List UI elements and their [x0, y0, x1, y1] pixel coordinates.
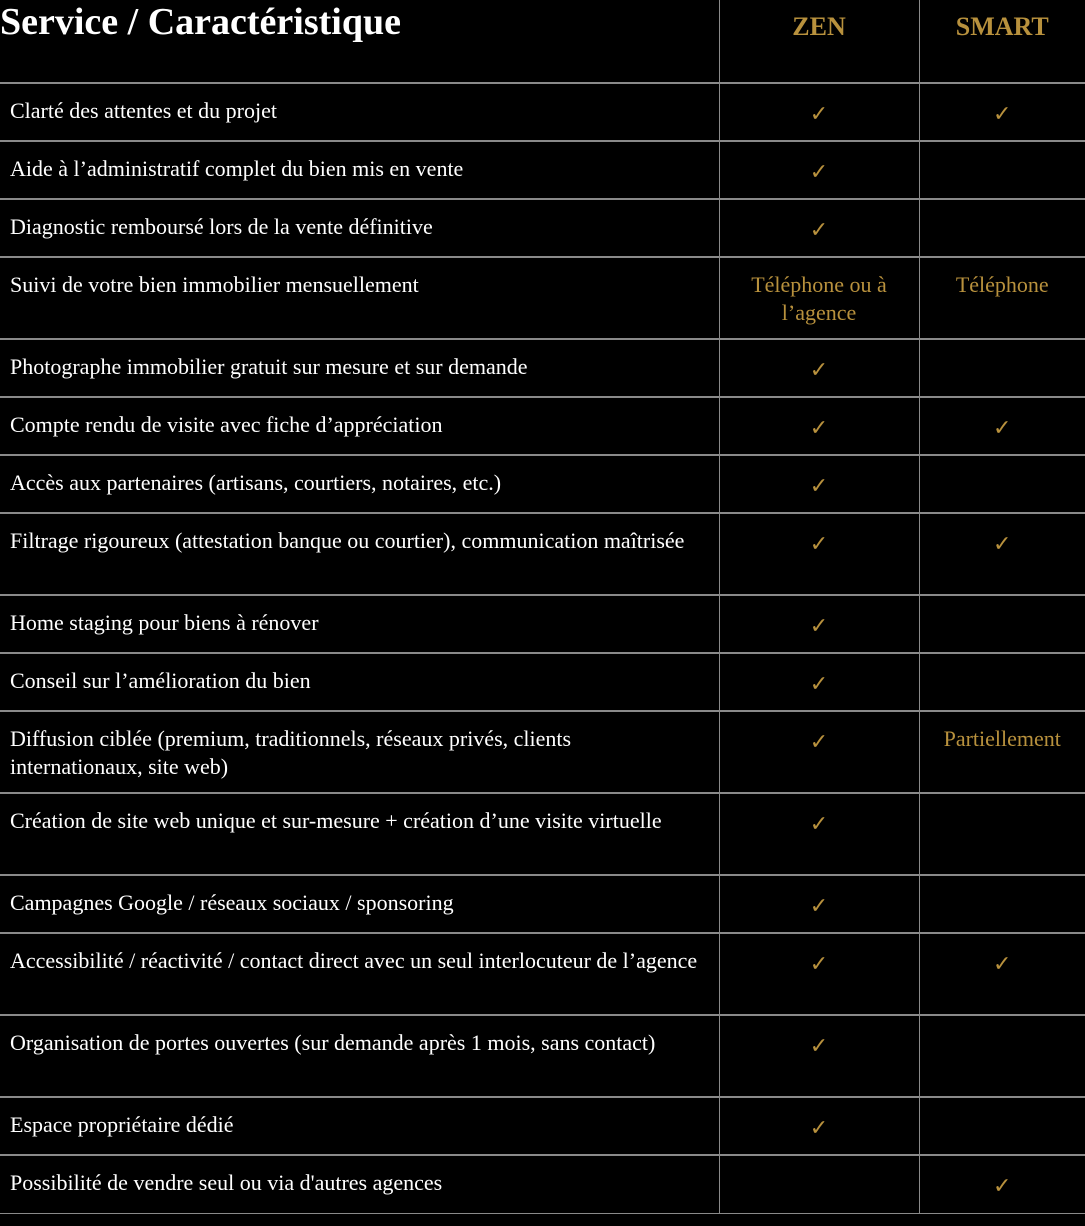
zen-cell	[719, 339, 919, 397]
service-label: Accès aux partenaires (artisans, courtiers, notaires, etc.)	[0, 455, 719, 513]
table-row	[0, 653, 1085, 711]
table-row	[0, 339, 1085, 397]
zen-cell	[719, 83, 919, 141]
table-row	[0, 711, 1085, 793]
zen-cell	[719, 1015, 919, 1097]
service-label: Possibilité de vendre seul ou via d'autres agences	[0, 1155, 719, 1213]
table-row	[0, 1097, 1085, 1155]
header-smart: SMART	[919, 0, 1085, 83]
smart-cell	[919, 513, 1085, 595]
table-row	[0, 513, 1085, 595]
check-icon: ✓	[809, 218, 829, 243]
service-label: Diagnostic remboursé lors de la vente définitive	[0, 199, 719, 257]
service-label: Aide à l’administratif complet du bien mis en vente	[0, 141, 719, 199]
check-icon: ✓	[809, 474, 829, 499]
table-row	[0, 397, 1085, 455]
zen-cell	[719, 1155, 919, 1213]
smart-cell	[919, 875, 1085, 933]
check-icon: ✓	[809, 1116, 829, 1141]
check-icon: ✓	[809, 358, 829, 383]
check-icon: ✓	[809, 952, 829, 977]
check-icon: ✓	[809, 894, 829, 919]
header-zen: ZEN	[719, 0, 919, 83]
table-row	[0, 199, 1085, 257]
table-row	[0, 1015, 1085, 1097]
smart-cell	[919, 595, 1085, 653]
service-label: Campagnes Google / réseaux sociaux / sponsoring	[0, 875, 719, 933]
check-icon: ✓	[809, 614, 829, 639]
check-icon: ✓	[809, 730, 829, 755]
table-row	[0, 595, 1085, 653]
zen-cell	[719, 141, 919, 199]
header-row	[0, 0, 1085, 83]
check-icon: ✓	[809, 160, 829, 185]
service-label: Espace propriétaire dédié	[0, 1097, 719, 1155]
zen-cell: Téléphone ou à l’agence	[719, 257, 919, 339]
smart-cell: Partiellement	[919, 711, 1085, 793]
service-label: Home staging pour biens à rénover	[0, 595, 719, 653]
smart-cell	[919, 397, 1085, 455]
check-icon: ✓	[809, 416, 829, 441]
service-label: Conseil sur l’amélioration du bien	[0, 653, 719, 711]
check-icon: ✓	[809, 102, 829, 127]
service-label: Compte rendu de visite avec fiche d’appréciation	[0, 397, 719, 455]
zen-cell	[719, 199, 919, 257]
check-icon: ✓	[993, 532, 1012, 557]
zen-cell	[719, 1097, 919, 1155]
table-row	[0, 257, 1085, 339]
smart-cell	[919, 83, 1085, 141]
table-row	[0, 933, 1085, 1015]
zen-cell	[719, 711, 919, 793]
smart-cell	[919, 141, 1085, 199]
service-label: Organisation de portes ouvertes (sur demande après 1 mois, sans contact)	[0, 1015, 719, 1097]
smart-cell	[919, 339, 1085, 397]
smart-cell	[919, 199, 1085, 257]
service-label: Photographe immobilier gratuit sur mesure et sur demande	[0, 339, 719, 397]
zen-cell	[719, 793, 919, 875]
table-row	[0, 455, 1085, 513]
check-icon: ✓	[809, 812, 829, 837]
table-row	[0, 141, 1085, 199]
zen-cell	[719, 595, 919, 653]
check-icon: ✓	[809, 532, 829, 557]
service-label: Création de site web unique et sur-mesure + création d’une visite virtuelle	[0, 793, 719, 875]
smart-cell	[919, 1097, 1085, 1155]
service-label: Suivi de votre bien immobilier mensuellement	[0, 257, 719, 339]
check-icon: ✓	[993, 102, 1012, 127]
check-icon: ✓	[993, 952, 1012, 977]
smart-cell	[919, 933, 1085, 1015]
smart-cell	[919, 1155, 1085, 1213]
service-label: Accessibilité / réactivité / contact direct avec un seul interlocuteur de l’agence	[0, 933, 719, 1015]
zen-cell	[719, 455, 919, 513]
smart-cell	[919, 793, 1085, 875]
zen-cell	[719, 513, 919, 595]
zen-cell	[719, 875, 919, 933]
table-row	[0, 1155, 1085, 1213]
smart-cell	[919, 653, 1085, 711]
service-label: Filtrage rigoureux (attestation banque ou courtier), communication maîtrisée	[0, 513, 719, 595]
check-icon: ✓	[993, 416, 1012, 441]
smart-cell	[919, 1015, 1085, 1097]
check-icon: ✓	[809, 1034, 829, 1059]
zen-cell	[719, 653, 919, 711]
table-row	[0, 83, 1085, 141]
header-service: Service / Caractéristique	[0, 0, 719, 83]
service-label: Diffusion ciblée (premium, traditionnels, réseaux privés, clients internationaux, site web)	[0, 711, 719, 793]
check-icon: ✓	[993, 1174, 1012, 1199]
smart-cell	[919, 455, 1085, 513]
table-row	[0, 875, 1085, 933]
zen-cell	[719, 933, 919, 1015]
smart-cell: Téléphone	[919, 257, 1085, 339]
table-row	[0, 793, 1085, 875]
service-label: Clarté des attentes et du projet	[0, 83, 719, 141]
check-icon: ✓	[809, 672, 829, 697]
zen-cell	[719, 397, 919, 455]
